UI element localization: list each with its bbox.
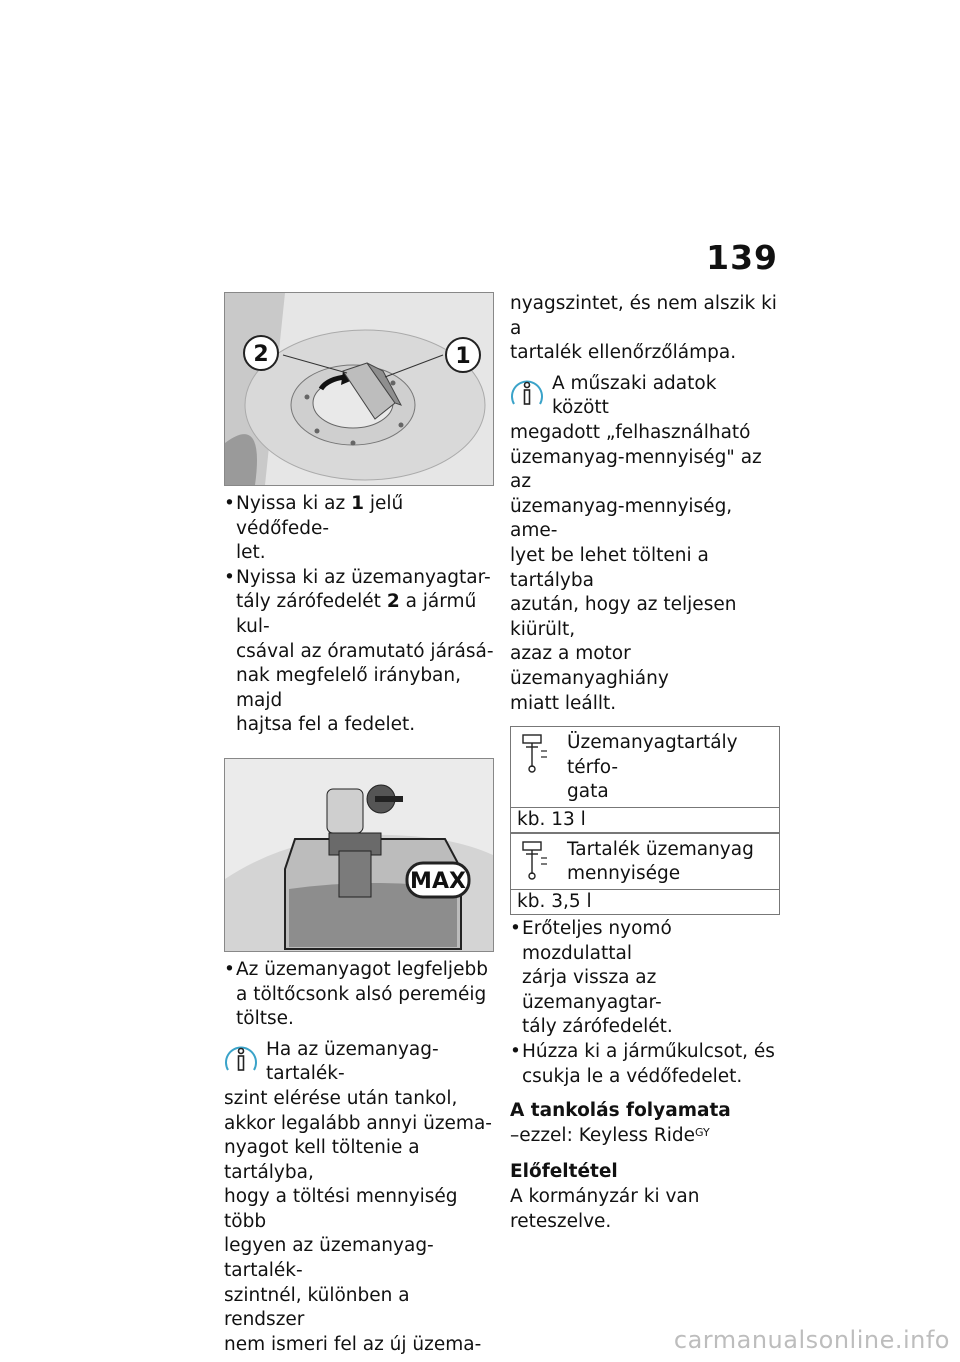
step-open-cover: • Nyissa ki az 1 jelű védőfede- let. [224, 492, 494, 566]
spec-label: Üzemanyagtartály térfo- gata [567, 732, 738, 803]
right-column [510, 292, 778, 1234]
spec-value: kb. 13 l [517, 808, 586, 830]
tank-volume-spec [510, 726, 780, 833]
reserve-volume-spec [510, 833, 780, 915]
info-icon [510, 374, 544, 410]
watermark: carmanualsonline.info [673, 1326, 950, 1354]
technical-data-icon [515, 731, 555, 777]
page-number: 139 [706, 238, 778, 277]
info-icon [224, 1040, 258, 1076]
left-column [224, 292, 494, 1357]
usable-fuel-note: A műszaki adatok között megadott „felhasználható üzemanyag-mennyiség" az az üzemanyag-mennyiség, ame- lyet be lehet tölteni a tartályba azután, hogy az teljesen kiürült, azaz a motor üzemanyaghiány miatt leállt. [510, 372, 762, 714]
callout-2: 2 [253, 342, 269, 367]
step-remove-key: • Húzza ki a járműkulcsot, és csukja le a védőfedelet. [510, 1040, 778, 1089]
fuel-level-illustration [225, 759, 493, 951]
prerequisite-text: A kormányzár ki van reteszelve. [510, 1186, 700, 1232]
fuel-level-figure [224, 758, 494, 952]
condition-line: –ezzel: Keyless Ride$^{GY}$ [510, 1124, 710, 1146]
fuel-cap-figure [224, 292, 494, 486]
callout-1: 1 [455, 344, 471, 369]
reserve-note: Ha az üzemanyag-tartalék- szint elérése után tankol, akkor legalább annyi üzema- nyagot kell töltenie a tartályba, hogy a töltési mennyiség több legyen az üzemanyag-tartalék- szintnél, különben a rendszer nem ismeri fel az új üzema- [224, 1038, 492, 1355]
technical-data-icon [515, 838, 555, 884]
max-label: MAX [410, 868, 466, 894]
section-heading: A tankolás folyamata [510, 1100, 731, 1122]
prerequisite-heading: Előfeltétel [510, 1161, 618, 1183]
step-close-tank-cap: • Erőteljes nyomó mozdulattal zárja vissza az üzemanyagtar- tály zárófedelét. [510, 917, 778, 1040]
step-fill-to-max: • Az üzemanyagot legfeljebb a töltőcsonk alsó pereméig töltse. [224, 958, 494, 1032]
reserve-note-continuation: nyagszintet, és nem alszik ki a tartalék ellenőrzőlámpa. [510, 293, 777, 364]
fuel-cap-illustration [225, 293, 493, 485]
step-open-tank-cap: • Nyissa ki az üzemanyagtar- tály zárófedelét 2 a jármű kul- csával az óramutató járásá- nak megfelelő irányban, majd hajtsa fel a fedelet. [224, 566, 494, 738]
spec-value: kb. 3,5 l [517, 891, 592, 913]
spec-label: Tartalék üzemanyag mennyisége [567, 838, 754, 885]
